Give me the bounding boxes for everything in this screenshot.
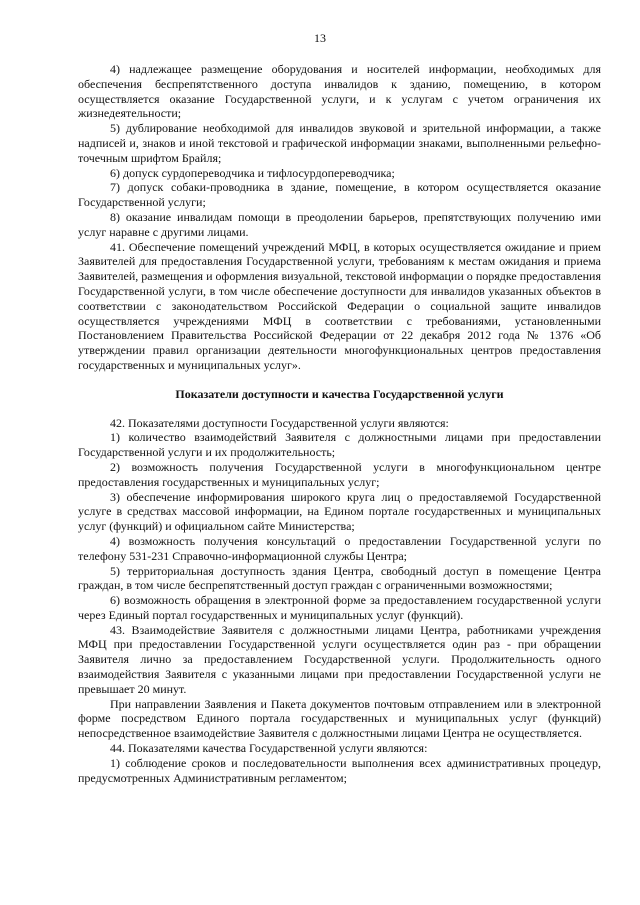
document-body: [78, 62, 601, 785]
paragraph: 6) допуск сурдопереводчика и тифлосурдопереводчика;: [110, 165, 395, 180]
paragraph: 44. Показателями качества Государственной услуги являются:: [110, 741, 428, 756]
paragraph: 7) допуск собаки-проводника в здание, помещение, в котором осуществляется оказание Государственной услуги;: [78, 180, 601, 210]
section-heading: Показатели доступности и качества Государственной услуги: [175, 386, 504, 401]
paragraph: 1) соблюдение сроков и последовательности выполнения всех административных процедур, предусмотренных Административным регламентом;: [78, 755, 601, 785]
paragraph: 43. Взаимодействие Заявителя с должностными лицами Центра, работниками учреждения МФЦ при предоставлении Государственной услуги осуществляется один раз - при обращении Заявителя лично за предоставлением Государственной услуги. Продолжительность одного взаимодействия Заявителя с указанными лицами при предоставлении Государственной услуги не превышает 20 минут.: [78, 622, 601, 696]
paragraph: При направлении Заявления и Пакета документов почтовым отправлением или в электронной форме посредством Единого портала государственных и муниципальных услуг (функций) непосредственное взаимодействие Заявителя с должностными лицами Центра не осуществляется.: [78, 696, 601, 741]
paragraph: 3) обеспечение информирования широкого круга лиц о предоставляемой Государственной услуге в средствах массовой информации, на Едином портале государственных и муниципальных услуг (функций) и официальном сайте Министерства;: [78, 489, 601, 534]
paragraph: 5) дублирование необходимой для инвалидов звуковой и зрительной информации, а также надписей и, знаков и иной текстовой и графической информации знаками, выполненными рельефно-точечным шрифтом Брайля;: [78, 121, 601, 165]
paragraph: 42. Показателями доступности Государственной услуги являются:: [110, 415, 449, 430]
paragraph: 2) возможность получения Государственной услуги в многофункциональном центре предоставления государственных и муниципальных услуг;: [78, 459, 601, 489]
page-number: 13: [314, 31, 326, 45]
paragraph: 41. Обеспечение помещений учреждений МФЦ, в которых осуществляется ожидание и прием Заявителей для предоставления Государственной услуги, требованиям к местам ожидания и приема Заявителей, размещения и оформления визуальной, текстовой информации о порядке предоставления Государственной услуги, в том числе обеспечение доступности для инвалидов указанных объектов в соответствии с законодательством Российской Федерации о социальной защите инвалидов осуществляется учреждениями МФЦ в соответствии с требованиями, установленными Постановлением Правительства Российской Федерации от 22 декабря 2012 года № 1376 «Об утверждении правил организации деятельности многофункциональных центров предоставления государственных и муниципальных услуг».: [78, 239, 601, 372]
paragraph: 8) оказание инвалидам помощи в преодолении барьеров, препятствующих получению ими услуг наравне с другими лицами.: [78, 209, 601, 239]
paragraph: 6) возможность обращения в электронной форме за предоставлением государственной услуги через Единый портал государственных и муниципальных услуг (функций).: [78, 593, 601, 622]
paragraph: 4) надлежащее размещение оборудования и носителей информации, необходимых для обеспечения беспрепятственного доступа инвалидов к зданию, помещению, в котором осуществляется оказание Государственной услуги, и к услугам с учетом ограничения их жизнедеятельности;: [78, 62, 601, 121]
paragraph: 1) количество взаимодействий Заявителя с должностными лицами при предоставлении Государственной услуги и их продолжительность;: [78, 430, 601, 460]
paragraph: 5) территориальная доступность здания Центра, свободный доступ в помещение Центра граждан, в том числе беспрепятственный доступ граждан с ограниченными возможностями;: [78, 563, 601, 593]
paragraph: 4) возможность получения консультаций о предоставлении Государственной услуги по телефону 531-231 Справочно-информационной службы Центра;: [78, 533, 601, 563]
